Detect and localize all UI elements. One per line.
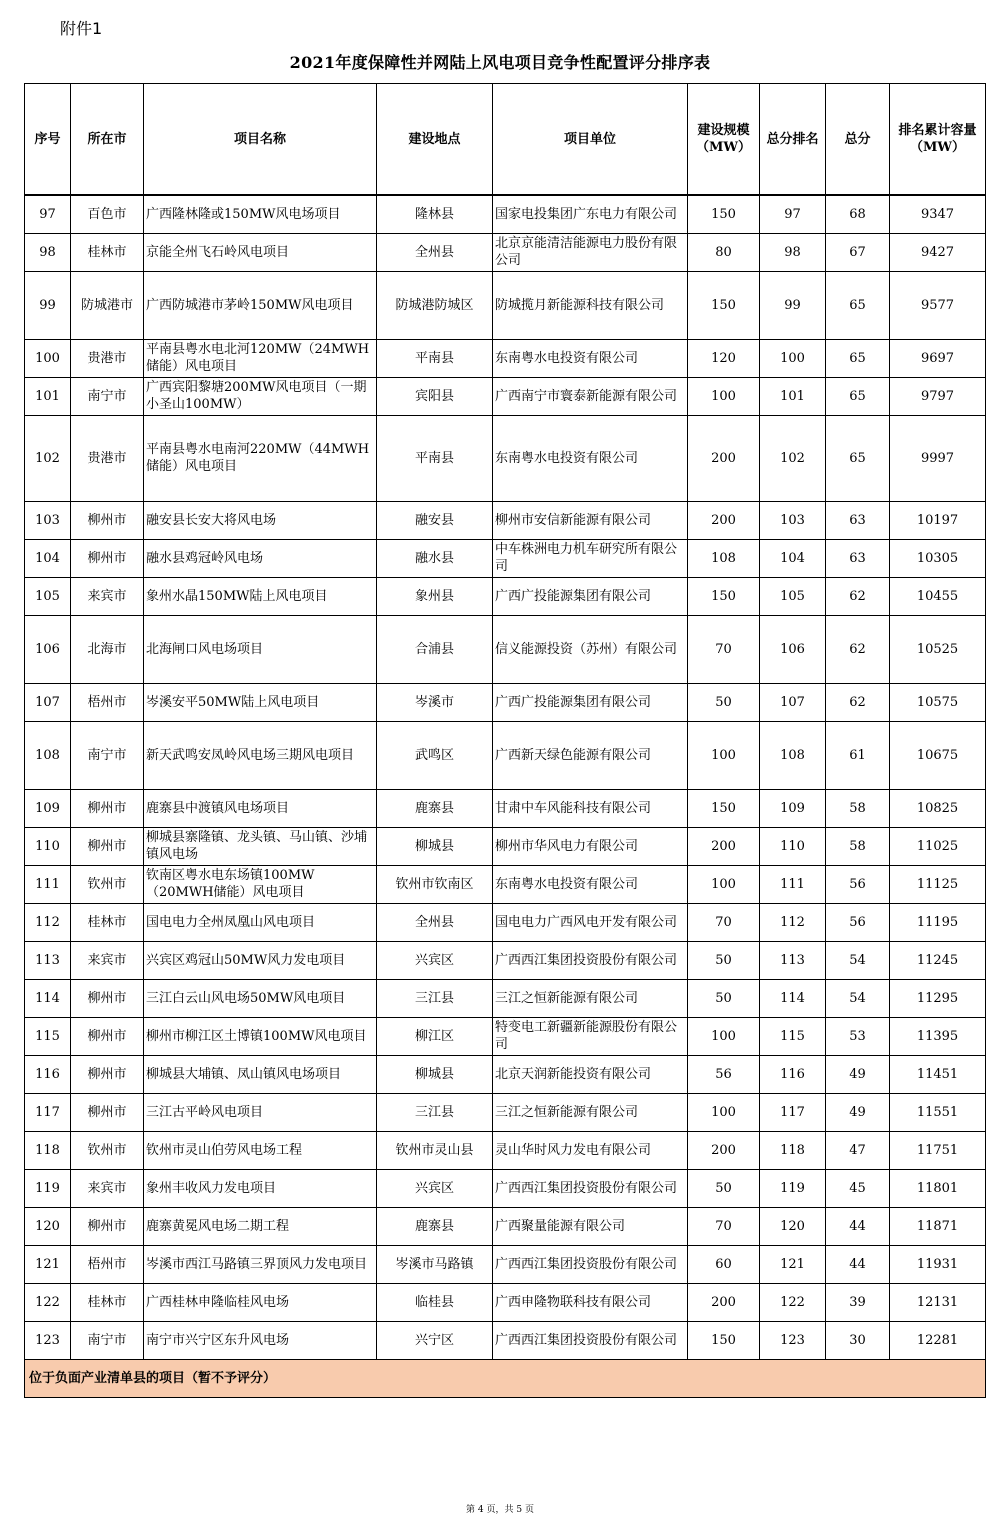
cell-rank: 109 xyxy=(760,789,826,827)
cell-score: 45 xyxy=(826,1169,890,1207)
table-row xyxy=(25,233,986,271)
cell-location: 全州县 xyxy=(377,903,493,941)
cell-city: 来宾市 xyxy=(71,941,144,979)
cell-cumulative-capacity: 11931 xyxy=(890,1245,986,1283)
table-row xyxy=(25,1207,986,1245)
table-footer-row xyxy=(25,1359,986,1397)
cell-project-name: 象州丰收风力发电项目 xyxy=(144,1169,377,1207)
cell-location: 兴宾区 xyxy=(377,1169,493,1207)
cell-company: 北京天润新能投资有限公司 xyxy=(493,1055,688,1093)
cell-rank: 118 xyxy=(760,1131,826,1169)
cell-cumulative-capacity: 9427 xyxy=(890,233,986,271)
cell-score: 44 xyxy=(826,1245,890,1283)
cell-cumulative-capacity: 9577 xyxy=(890,271,986,339)
cell-row-index: 107 xyxy=(25,683,71,721)
table-row xyxy=(25,903,986,941)
cell-score: 68 xyxy=(826,195,890,233)
cell-cumulative-capacity: 12131 xyxy=(890,1283,986,1321)
cell-score: 58 xyxy=(826,827,890,865)
cell-capacity: 150 xyxy=(688,1321,760,1359)
cell-company: 广西西江集团投资股份有限公司 xyxy=(493,1245,688,1283)
cell-city: 百色市 xyxy=(71,195,144,233)
cell-row-index: 100 xyxy=(25,339,71,377)
cell-rank: 122 xyxy=(760,1283,826,1321)
table-row xyxy=(25,501,986,539)
cell-rank: 100 xyxy=(760,339,826,377)
cell-project-name: 平南县粤水电北河120MW（24MWH储能）风电项目 xyxy=(144,339,377,377)
cell-project-name: 广西桂林申隆临桂风电场 xyxy=(144,1283,377,1321)
cell-rank: 104 xyxy=(760,539,826,577)
cell-capacity: 50 xyxy=(688,683,760,721)
cell-row-index: 115 xyxy=(25,1017,71,1055)
cell-cumulative-capacity: 11125 xyxy=(890,865,986,903)
cell-location: 平南县 xyxy=(377,415,493,501)
cell-score: 54 xyxy=(826,941,890,979)
cell-company: 广西南宁市寰泰新能源有限公司 xyxy=(493,377,688,415)
cell-company: 灵山华时风力发电有限公司 xyxy=(493,1131,688,1169)
cell-rank: 99 xyxy=(760,271,826,339)
cell-city: 梧州市 xyxy=(71,683,144,721)
table-row xyxy=(25,1245,986,1283)
cell-row-index: 104 xyxy=(25,539,71,577)
cell-project-name: 广西宾阳黎塘200MW风电项目（一期小圣山100MW） xyxy=(144,377,377,415)
cell-city: 来宾市 xyxy=(71,1169,144,1207)
cell-company: 广西申隆物联科技有限公司 xyxy=(493,1283,688,1321)
cell-rank: 98 xyxy=(760,233,826,271)
cell-cumulative-capacity: 11801 xyxy=(890,1169,986,1207)
cell-city: 南宁市 xyxy=(71,1321,144,1359)
cell-city: 柳州市 xyxy=(71,539,144,577)
cell-capacity: 100 xyxy=(688,377,760,415)
cell-cumulative-capacity: 11245 xyxy=(890,941,986,979)
cell-city: 来宾市 xyxy=(71,577,144,615)
cell-city: 柳州市 xyxy=(71,501,144,539)
cell-score: 49 xyxy=(826,1093,890,1131)
cell-location: 全州县 xyxy=(377,233,493,271)
cell-company: 国家电投集团广东电力有限公司 xyxy=(493,195,688,233)
cell-capacity: 100 xyxy=(688,865,760,903)
table-row xyxy=(25,539,986,577)
cell-rank: 115 xyxy=(760,1017,826,1055)
cell-cumulative-capacity: 10575 xyxy=(890,683,986,721)
cell-cumulative-capacity: 11395 xyxy=(890,1017,986,1055)
cell-city: 钦州市 xyxy=(71,865,144,903)
cell-cumulative-capacity: 9997 xyxy=(890,415,986,501)
cell-cumulative-capacity: 10455 xyxy=(890,577,986,615)
cell-location: 平南县 xyxy=(377,339,493,377)
cell-company: 东南粤水电投资有限公司 xyxy=(493,865,688,903)
cell-score: 65 xyxy=(826,339,890,377)
cell-location: 鹿寨县 xyxy=(377,789,493,827)
cell-location: 临桂县 xyxy=(377,1283,493,1321)
table-header-row xyxy=(25,84,986,196)
cell-score: 62 xyxy=(826,615,890,683)
cell-cumulative-capacity: 11451 xyxy=(890,1055,986,1093)
cell-cumulative-capacity: 11871 xyxy=(890,1207,986,1245)
col-header: 项目单位 xyxy=(493,84,688,196)
cell-project-name: 融水县鸡冠岭风电场 xyxy=(144,539,377,577)
cell-cumulative-capacity: 9697 xyxy=(890,339,986,377)
cell-company: 广西广投能源集团有限公司 xyxy=(493,577,688,615)
cell-rank: 101 xyxy=(760,377,826,415)
cell-row-index: 113 xyxy=(25,941,71,979)
cell-city: 柳州市 xyxy=(71,1055,144,1093)
cell-location: 象州县 xyxy=(377,577,493,615)
table-row xyxy=(25,683,986,721)
cell-company: 广西广投能源集团有限公司 xyxy=(493,683,688,721)
cell-score: 65 xyxy=(826,415,890,501)
cell-row-index: 99 xyxy=(25,271,71,339)
cell-score: 63 xyxy=(826,501,890,539)
cell-project-name: 广西防城港市茅岭150MW风电项目 xyxy=(144,271,377,339)
cell-location: 融安县 xyxy=(377,501,493,539)
table-row xyxy=(25,1169,986,1207)
cell-city: 柳州市 xyxy=(71,827,144,865)
cell-row-index: 122 xyxy=(25,1283,71,1321)
cell-cumulative-capacity: 9347 xyxy=(890,195,986,233)
cell-capacity: 200 xyxy=(688,1283,760,1321)
cell-row-index: 109 xyxy=(25,789,71,827)
cell-row-index: 112 xyxy=(25,903,71,941)
cell-company: 特变电工新疆新能源股份有限公司 xyxy=(493,1017,688,1055)
cell-row-index: 123 xyxy=(25,1321,71,1359)
cell-score: 47 xyxy=(826,1131,890,1169)
cell-rank: 97 xyxy=(760,195,826,233)
cell-rank: 111 xyxy=(760,865,826,903)
cell-city: 北海市 xyxy=(71,615,144,683)
table-row xyxy=(25,1093,986,1131)
cell-score: 56 xyxy=(826,903,890,941)
col-header: 建设地点 xyxy=(377,84,493,196)
cell-capacity: 56 xyxy=(688,1055,760,1093)
cell-capacity: 200 xyxy=(688,501,760,539)
cell-capacity: 150 xyxy=(688,577,760,615)
cell-capacity: 70 xyxy=(688,1207,760,1245)
cell-score: 65 xyxy=(826,271,890,339)
cell-row-index: 106 xyxy=(25,615,71,683)
col-header: 项目名称 xyxy=(144,84,377,196)
cell-rank: 107 xyxy=(760,683,826,721)
cell-capacity: 60 xyxy=(688,1245,760,1283)
cell-location: 鹿寨县 xyxy=(377,1207,493,1245)
cell-row-index: 110 xyxy=(25,827,71,865)
table-row xyxy=(25,415,986,501)
cell-city: 桂林市 xyxy=(71,1283,144,1321)
col-header: 建设规模（MW） xyxy=(688,84,760,196)
cell-project-name: 平南县粤水电南河220MW（44MWH储能）风电项目 xyxy=(144,415,377,501)
cell-capacity: 200 xyxy=(688,1131,760,1169)
cell-capacity: 200 xyxy=(688,827,760,865)
cell-rank: 119 xyxy=(760,1169,826,1207)
cell-row-index: 102 xyxy=(25,415,71,501)
cell-row-index: 105 xyxy=(25,577,71,615)
score-ranking-table xyxy=(24,83,986,1398)
cell-location: 宾阳县 xyxy=(377,377,493,415)
cell-project-name: 南宁市兴宁区东升风电场 xyxy=(144,1321,377,1359)
cell-city: 柳州市 xyxy=(71,1207,144,1245)
cell-project-name: 京能全州飞石岭风电项目 xyxy=(144,233,377,271)
footer-note: 位于负面产业清单县的项目（暂不予评分） xyxy=(25,1359,986,1397)
cell-project-name: 鹿寨县中渡镇风电场项目 xyxy=(144,789,377,827)
cell-location: 柳城县 xyxy=(377,1055,493,1093)
cell-rank: 117 xyxy=(760,1093,826,1131)
attachment-label: 附件1 xyxy=(60,19,103,38)
table-row xyxy=(25,827,986,865)
cell-score: 61 xyxy=(826,721,890,789)
cell-location: 钦州市灵山县 xyxy=(377,1131,493,1169)
cell-rank: 105 xyxy=(760,577,826,615)
cell-cumulative-capacity: 10825 xyxy=(890,789,986,827)
cell-project-name: 柳州市柳江区土博镇100MW风电项目 xyxy=(144,1017,377,1055)
table-row xyxy=(25,721,986,789)
cell-project-name: 象州水晶150MW陆上风电项目 xyxy=(144,577,377,615)
cell-city: 贵港市 xyxy=(71,415,144,501)
page-footer: 第 4 页，共 5 页 xyxy=(466,1505,534,1515)
cell-row-index: 103 xyxy=(25,501,71,539)
table-row xyxy=(25,1131,986,1169)
cell-city: 梧州市 xyxy=(71,1245,144,1283)
table-row xyxy=(25,377,986,415)
col-header: 总分 xyxy=(826,84,890,196)
cell-row-index: 108 xyxy=(25,721,71,789)
cell-row-index: 97 xyxy=(25,195,71,233)
cell-project-name: 岑溪市西江马路镇三界顶风力发电项目 xyxy=(144,1245,377,1283)
cell-location: 岑溪市 xyxy=(377,683,493,721)
cell-company: 北京京能清洁能源电力股份有限公司 xyxy=(493,233,688,271)
cell-company: 信义能源投资（苏州）有限公司 xyxy=(493,615,688,683)
cell-company: 广西新天绿色能源有限公司 xyxy=(493,721,688,789)
cell-cumulative-capacity: 11195 xyxy=(890,903,986,941)
table-row xyxy=(25,577,986,615)
cell-rank: 116 xyxy=(760,1055,826,1093)
cell-row-index: 111 xyxy=(25,865,71,903)
cell-location: 岑溪市马路镇 xyxy=(377,1245,493,1283)
cell-capacity: 150 xyxy=(688,271,760,339)
cell-cumulative-capacity: 11025 xyxy=(890,827,986,865)
cell-row-index: 116 xyxy=(25,1055,71,1093)
table-row xyxy=(25,1321,986,1359)
cell-company: 国电电力广西风电开发有限公司 xyxy=(493,903,688,941)
cell-location: 隆林县 xyxy=(377,195,493,233)
cell-score: 65 xyxy=(826,377,890,415)
cell-company: 东南粤水电投资有限公司 xyxy=(493,415,688,501)
cell-company: 广西西江集团投资股份有限公司 xyxy=(493,1169,688,1207)
cell-cumulative-capacity: 11751 xyxy=(890,1131,986,1169)
cell-cumulative-capacity: 12281 xyxy=(890,1321,986,1359)
cell-company: 三江之恒新能源有限公司 xyxy=(493,1093,688,1131)
cell-rank: 110 xyxy=(760,827,826,865)
cell-row-index: 114 xyxy=(25,979,71,1017)
table-row xyxy=(25,1055,986,1093)
cell-project-name: 新天武鸣安凤岭风电场三期风电项目 xyxy=(144,721,377,789)
cell-location: 柳江区 xyxy=(377,1017,493,1055)
cell-rank: 113 xyxy=(760,941,826,979)
cell-location: 兴宾区 xyxy=(377,941,493,979)
cell-row-index: 98 xyxy=(25,233,71,271)
cell-score: 63 xyxy=(826,539,890,577)
cell-project-name: 鹿寨黄冕风电场二期工程 xyxy=(144,1207,377,1245)
cell-location: 融水县 xyxy=(377,539,493,577)
cell-score: 54 xyxy=(826,979,890,1017)
cell-city: 桂林市 xyxy=(71,233,144,271)
cell-city: 钦州市 xyxy=(71,1131,144,1169)
cell-capacity: 100 xyxy=(688,1017,760,1055)
cell-project-name: 兴宾区鸡冠山50MW风力发电项目 xyxy=(144,941,377,979)
cell-project-name: 三江白云山风电场50MW风电项目 xyxy=(144,979,377,1017)
cell-project-name: 柳城县寨隆镇、龙头镇、马山镇、沙埔镇风电场 xyxy=(144,827,377,865)
cell-company: 三江之恒新能源有限公司 xyxy=(493,979,688,1017)
cell-capacity: 70 xyxy=(688,615,760,683)
cell-city: 贵港市 xyxy=(71,339,144,377)
cell-score: 30 xyxy=(826,1321,890,1359)
cell-city: 柳州市 xyxy=(71,1093,144,1131)
cell-project-name: 钦州市灵山伯劳风电场工程 xyxy=(144,1131,377,1169)
cell-project-name: 三江古平岭风电项目 xyxy=(144,1093,377,1131)
cell-capacity: 200 xyxy=(688,415,760,501)
cell-company: 东南粤水电投资有限公司 xyxy=(493,339,688,377)
cell-rank: 114 xyxy=(760,979,826,1017)
cell-company: 广西西江集团投资股份有限公司 xyxy=(493,1321,688,1359)
cell-project-name: 柳城县大埔镇、凤山镇风电场项目 xyxy=(144,1055,377,1093)
cell-row-index: 101 xyxy=(25,377,71,415)
cell-capacity: 50 xyxy=(688,1169,760,1207)
table-row xyxy=(25,615,986,683)
table-row xyxy=(25,941,986,979)
cell-capacity: 100 xyxy=(688,1093,760,1131)
cell-company: 广西西江集团投资股份有限公司 xyxy=(493,941,688,979)
cell-rank: 123 xyxy=(760,1321,826,1359)
cell-score: 62 xyxy=(826,577,890,615)
cell-location: 钦州市钦南区 xyxy=(377,865,493,903)
cell-score: 67 xyxy=(826,233,890,271)
cell-row-index: 119 xyxy=(25,1169,71,1207)
cell-company: 柳州市华风电力有限公司 xyxy=(493,827,688,865)
cell-row-index: 118 xyxy=(25,1131,71,1169)
cell-capacity: 80 xyxy=(688,233,760,271)
col-header: 序号 xyxy=(25,84,71,196)
cell-location: 武鸣区 xyxy=(377,721,493,789)
cell-cumulative-capacity: 9797 xyxy=(890,377,986,415)
cell-company: 防城揽月新能源科技有限公司 xyxy=(493,271,688,339)
table-row xyxy=(25,865,986,903)
col-header: 所在市 xyxy=(71,84,144,196)
cell-city: 防城港市 xyxy=(71,271,144,339)
cell-capacity: 120 xyxy=(688,339,760,377)
cell-city: 柳州市 xyxy=(71,789,144,827)
cell-rank: 106 xyxy=(760,615,826,683)
cell-score: 56 xyxy=(826,865,890,903)
cell-cumulative-capacity: 10197 xyxy=(890,501,986,539)
cell-cumulative-capacity: 10305 xyxy=(890,539,986,577)
cell-location: 合浦县 xyxy=(377,615,493,683)
cell-city: 桂林市 xyxy=(71,903,144,941)
table-body xyxy=(25,195,986,1359)
cell-project-name: 融安县长安大将风电场 xyxy=(144,501,377,539)
cell-score: 62 xyxy=(826,683,890,721)
table-row xyxy=(25,1017,986,1055)
cell-rank: 102 xyxy=(760,415,826,501)
cell-score: 39 xyxy=(826,1283,890,1321)
cell-capacity: 150 xyxy=(688,789,760,827)
cell-company: 柳州市安信新能源有限公司 xyxy=(493,501,688,539)
table-row xyxy=(25,195,986,233)
cell-capacity: 108 xyxy=(688,539,760,577)
table-row xyxy=(25,789,986,827)
cell-cumulative-capacity: 11295 xyxy=(890,979,986,1017)
cell-row-index: 120 xyxy=(25,1207,71,1245)
cell-row-index: 121 xyxy=(25,1245,71,1283)
cell-cumulative-capacity: 11551 xyxy=(890,1093,986,1131)
cell-location: 三江县 xyxy=(377,979,493,1017)
cell-score: 53 xyxy=(826,1017,890,1055)
cell-city: 南宁市 xyxy=(71,721,144,789)
cell-company: 甘肃中车风能科技有限公司 xyxy=(493,789,688,827)
cell-rank: 112 xyxy=(760,903,826,941)
table-row xyxy=(25,1283,986,1321)
cell-cumulative-capacity: 10525 xyxy=(890,615,986,683)
cell-project-name: 广西隆林隆或150MW风电场项目 xyxy=(144,195,377,233)
cell-score: 49 xyxy=(826,1055,890,1093)
cell-project-name: 岑溪安平50MW陆上风电项目 xyxy=(144,683,377,721)
cell-city: 柳州市 xyxy=(71,1017,144,1055)
col-header: 排名累计容量（MW） xyxy=(890,84,986,196)
cell-location: 兴宁区 xyxy=(377,1321,493,1359)
cell-city: 柳州市 xyxy=(71,979,144,1017)
cell-score: 58 xyxy=(826,789,890,827)
table-row xyxy=(25,271,986,339)
cell-capacity: 50 xyxy=(688,941,760,979)
cell-location: 防城港防城区 xyxy=(377,271,493,339)
table-row xyxy=(25,339,986,377)
cell-score: 44 xyxy=(826,1207,890,1245)
cell-project-name: 北海闸口风电场项目 xyxy=(144,615,377,683)
cell-rank: 108 xyxy=(760,721,826,789)
cell-capacity: 50 xyxy=(688,979,760,1017)
cell-rank: 103 xyxy=(760,501,826,539)
cell-capacity: 70 xyxy=(688,903,760,941)
cell-project-name: 钦南区粤水电东场镇100MW（20MWH储能）风电项目 xyxy=(144,865,377,903)
cell-location: 柳城县 xyxy=(377,827,493,865)
cell-capacity: 100 xyxy=(688,721,760,789)
cell-city: 南宁市 xyxy=(71,377,144,415)
cell-capacity: 150 xyxy=(688,195,760,233)
cell-company: 中车株洲电力机车研究所有限公司 xyxy=(493,539,688,577)
col-header: 总分排名 xyxy=(760,84,826,196)
cell-location: 三江县 xyxy=(377,1093,493,1131)
table-row xyxy=(25,979,986,1017)
cell-cumulative-capacity: 10675 xyxy=(890,721,986,789)
cell-company: 广西聚量能源有限公司 xyxy=(493,1207,688,1245)
document-title: 2021年度保障性并网陆上风电项目竞争性配置评分排序表 xyxy=(289,53,711,72)
cell-project-name: 国电电力全州凤凰山风电项目 xyxy=(144,903,377,941)
cell-row-index: 117 xyxy=(25,1093,71,1131)
cell-rank: 120 xyxy=(760,1207,826,1245)
cell-rank: 121 xyxy=(760,1245,826,1283)
